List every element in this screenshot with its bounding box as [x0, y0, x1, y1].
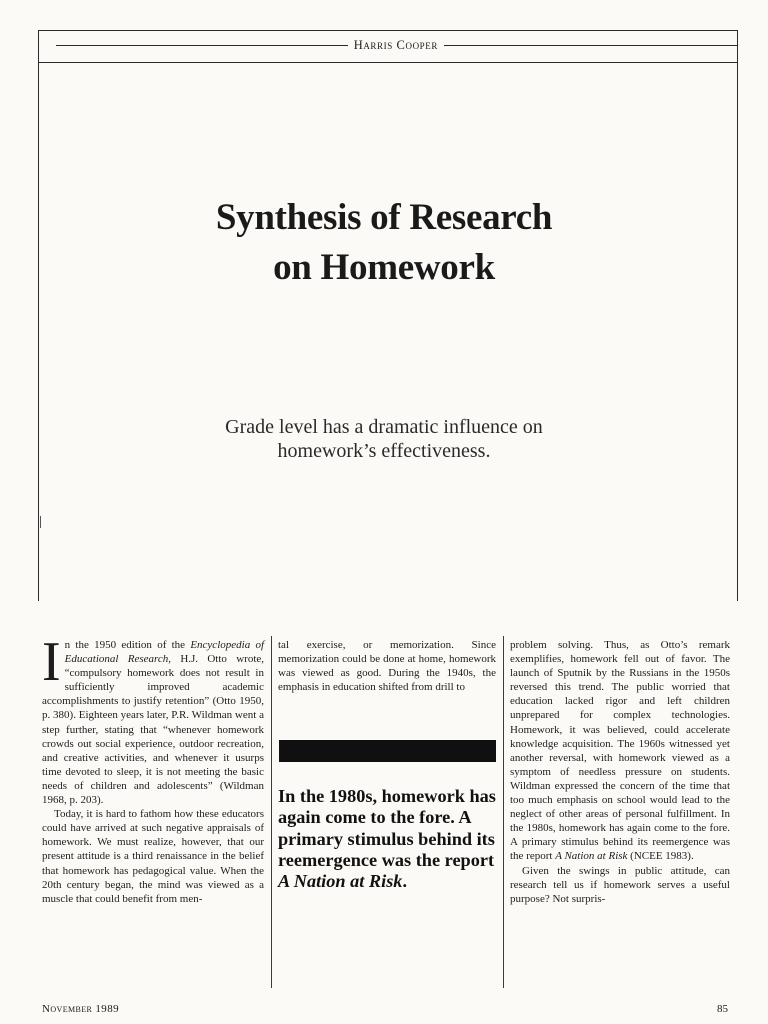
col3-p1-italic: A Nation at Risk — [555, 850, 628, 863]
pull-quote — [278, 786, 498, 892]
page-frame — [38, 30, 738, 601]
drop-cap: I — [42, 631, 61, 693]
pull-quote-text: In the 1980s, homework has again come to the fore. A primary stimulus behind its reemergence was the report — [278, 786, 496, 870]
running-header — [38, 36, 738, 54]
title-line-1: Synthesis of Research — [215, 197, 553, 238]
col3-p1-b: (NCEE 1983). — [627, 850, 694, 863]
column-2 — [278, 638, 496, 694]
title-line-2: on Homework — [273, 247, 495, 288]
header-divider — [38, 62, 738, 63]
subtitle-line-2: homework’s effectiveness. — [277, 440, 491, 462]
col3-p1-a: problem solving. Thus, as Otto’s remark exemplifies, homework fell out of favor. The launch of Sputnik by the Russians in the 1950s reversed this trend. The public worried that education lacked rigor and left children unprepared for complex technologies. Homework, it was believed, could accelerate knowledge acquisition. The 1960s witnessed yet another reversal, with homework viewed as a symptom of needless pressure on students. Wildman expressed the concern of the time that too much emphasis on school would lead to the neglect of other areas of personal fulfillment. In the 1980s, homework has again come to the fore. A primary stimulus behind its reemergence was the report — [510, 639, 730, 863]
column-1 — [42, 631, 265, 906]
article-title — [100, 193, 668, 293]
article-subtitle — [140, 415, 628, 463]
page-number: 85 — [717, 1003, 728, 1015]
pull-quote-report: A Nation at Risk — [278, 871, 403, 892]
column-1-paragraph-2: Today, it is hard to fathom how these educators could have arrived at such negative appraisals of homework. We must realize, however, that our present attitude is a third renaissance in the belief that homework has pedagogical value. When the 20th century began, the mind was viewed as a muscle that could benefit from men- — [42, 808, 264, 905]
column-rule-2 — [503, 636, 504, 988]
column-3-paragraph-1 — [510, 638, 730, 864]
margin-mark — [40, 516, 41, 528]
col1-p1-italic: Encyclopedia of Educational Research, — [64, 639, 265, 666]
column-3-paragraph-2: Given the swings in public attitude, can research tell us if homework serves a useful purpose? Not surpris- — [510, 864, 730, 905]
column-rule-1 — [271, 636, 272, 988]
column-1-paragraph-1 — [42, 631, 265, 807]
subtitle-line-1: Grade level has a dramatic influence on — [225, 416, 543, 438]
footer-date: November 1989 — [42, 1003, 120, 1015]
pull-quote-end: . — [402, 871, 408, 892]
header-rule-right — [444, 45, 738, 46]
author-name: Harris Cooper — [353, 37, 438, 52]
column-2-paragraph: tal exercise, or memorization. Since memorization could be done at home, homework was viewed as good. During the 1940s, the emphasis in education shifted from drill to — [278, 639, 496, 694]
col1-p1-a: n the 1950 edition of the — [64, 639, 191, 651]
header-rule-left — [56, 45, 348, 46]
col1-p1-b: H.J. Otto wrote, “compulsory homework does not result in sufficiently improved academic accomplishments to justify retention” (Otto 1950, p. 380). Eighteen years later, P.R. Wildman went a step further, stating that “whenever homework crowds out social experience, outdoor recreation, and creative activities, and whenever it usurps time devoted to sleep, it is not meeting the basic needs of children and adolescents” (Wildman 1968, p. 203). — [42, 653, 265, 807]
column-3 — [510, 638, 730, 906]
black-bar — [279, 740, 496, 762]
